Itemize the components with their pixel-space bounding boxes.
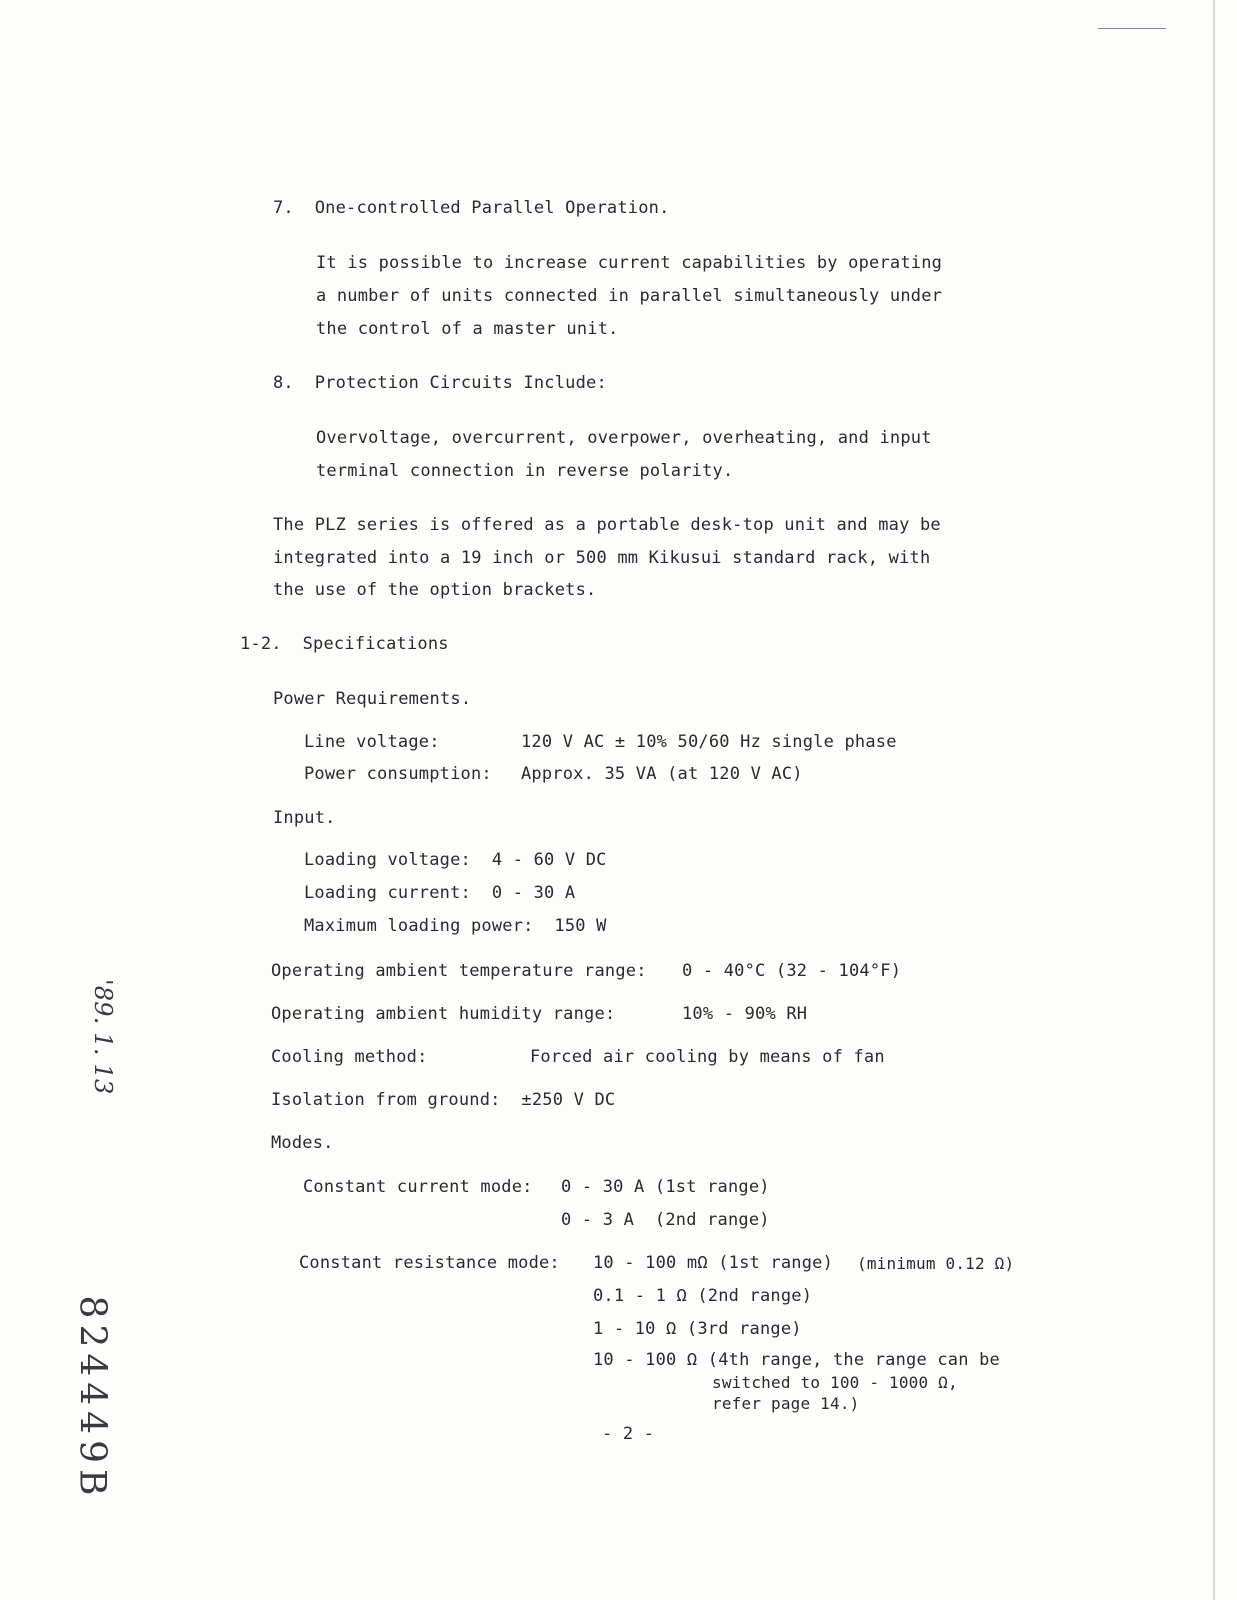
line-voltage-value: 120 V AC ± 10% 50/60 Hz single phase [521,732,897,752]
page-number: - 2 - [602,1424,655,1444]
constant-resistance-range-4: 10 - 100 Ω (4th range, the range can be [593,1350,1000,1370]
constant-resistance-range-4-cont-1: switched to 100 - 1000 Ω, [712,1373,958,1392]
section-7-line-2: a number of units connected in parallel simultaneously under [316,286,943,306]
cooling-method-value: Forced air cooling by means of fan [530,1047,885,1067]
constant-current-range-1: 0 - 30 A (1st range) [561,1177,770,1197]
loading-voltage: Loading voltage: 4 - 60 V DC [304,850,607,870]
temperature-label: Operating ambient temperature range: [271,961,647,981]
intro-line-2: integrated into a 19 inch or 500 mm Kikusui standard rack, with [273,548,931,568]
section-8-heading: 8. Protection Circuits Include: [273,373,607,393]
constant-resistance-range-3: 1 - 10 Ω (3rd range) [593,1319,802,1339]
page-edge [1213,0,1215,1600]
modes-title: Modes. [271,1133,334,1153]
maximum-loading-power: Maximum loading power: 150 W [304,916,607,936]
power-consumption-value: Approx. 35 VA (at 120 V AC) [521,764,803,784]
constant-current-range-2: 0 - 3 A (2nd range) [561,1210,770,1230]
temperature-value: 0 - 40°C (32 - 104°F) [682,961,902,981]
section-7-line-1: It is possible to increase current capabilities by operating [316,253,943,273]
constant-resistance-range-2: 0.1 - 1 Ω (2nd range) [593,1286,813,1306]
input-title: Input. [273,808,336,828]
section-8-line-1: Overvoltage, overcurrent, overpower, overheating, and input [316,428,932,448]
constant-resistance-minimum: (minimum 0.12 Ω) [857,1254,1015,1273]
serial-number-stamp: 824449B [71,1295,113,1502]
section-7-heading: 7. One-controlled Parallel Operation. [273,198,670,218]
isolation-from-ground: Isolation from ground: ±250 V DC [271,1090,616,1110]
scan-mark [1098,28,1166,29]
intro-line-3: the use of the option brackets. [273,580,597,600]
loading-current: Loading current: 0 - 30 A [304,883,576,903]
constant-resistance-label: Constant resistance mode: [299,1253,560,1273]
constant-current-label: Constant current mode: [303,1177,533,1197]
humidity-value: 10% - 90% RH [682,1004,808,1024]
constant-resistance-range-1: 10 - 100 mΩ (1st range) [593,1253,834,1273]
line-voltage-label: Line voltage: [304,732,440,752]
specifications-heading: 1-2. Specifications [240,634,449,654]
intro-line-1: The PLZ series is offered as a portable desk-top unit and may be [273,515,941,535]
power-consumption-label: Power consumption: [304,764,492,784]
handwritten-date: '89. 1. 13 [89,979,117,1095]
section-7-line-3: the control of a master unit. [316,319,619,339]
section-8-line-2: terminal connection in reverse polarity. [316,461,734,481]
cooling-method-label: Cooling method: [271,1047,428,1067]
humidity-label: Operating ambient humidity range: [271,1004,616,1024]
constant-resistance-range-4-cont-2: refer page 14.) [712,1394,860,1413]
power-requirements-title: Power Requirements. [273,689,472,709]
